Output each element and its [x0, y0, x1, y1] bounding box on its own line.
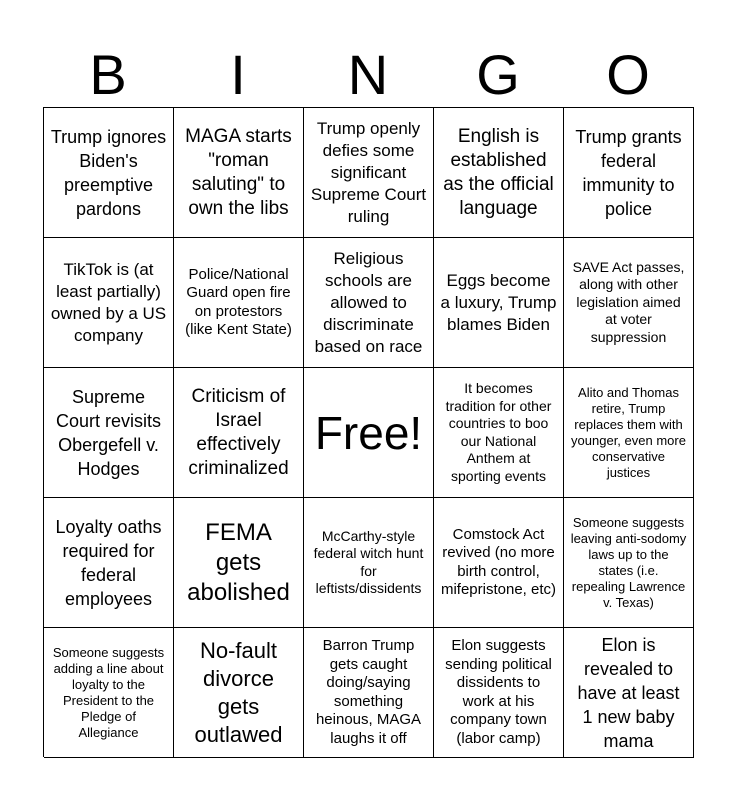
- cell-text: Eggs become a luxury, Trump blames Biden: [440, 270, 557, 334]
- cell-text: Elon suggests sending political dissidents to work at his company town (labor camp): [445, 637, 552, 747]
- bingo-cell[interactable]: [564, 238, 694, 368]
- bingo-cell[interactable]: [564, 108, 694, 238]
- bingo-cell[interactable]: [174, 108, 304, 238]
- cell-text: Loyalty oaths required for federal employees: [55, 516, 162, 609]
- bingo-cell[interactable]: [174, 628, 304, 758]
- header-letter-g: G: [476, 43, 520, 106]
- header-letter-n: N: [347, 43, 389, 106]
- cell-text: McCarthy-style federal witch hunt for leftists/dissidents: [313, 527, 424, 596]
- cell-text: Comstock Act revived (no more birth control, mifepristone, etc): [440, 525, 557, 598]
- free-space-text: Free!: [314, 406, 423, 459]
- bingo-cell[interactable]: [304, 238, 434, 368]
- cell-text: Criticism of Israel effectively criminalized: [188, 385, 289, 479]
- free-space-cell[interactable]: [304, 368, 434, 498]
- bingo-cell[interactable]: [174, 368, 304, 498]
- bingo-cell[interactable]: [564, 368, 694, 498]
- cell-text: Trump openly defies some significant Supreme Court ruling: [310, 118, 427, 226]
- cell-text: It becomes tradition for other countries to boo our National Anthem at sporting events: [445, 380, 552, 484]
- bingo-cell[interactable]: [44, 628, 174, 758]
- bingo-cell[interactable]: [304, 628, 434, 758]
- bingo-header: [43, 44, 693, 106]
- cell-text: MAGA starts "roman saluting" to own the libs: [185, 125, 292, 219]
- bingo-cell[interactable]: [174, 238, 304, 368]
- bingo-cell[interactable]: [434, 368, 564, 498]
- cell-text: SAVE Act passes, along with other legislation aimed at voter suppression: [572, 258, 685, 345]
- bingo-cell[interactable]: [434, 498, 564, 628]
- cell-text: English is established as the official language: [443, 125, 554, 219]
- header-letter-b: B: [89, 43, 127, 106]
- bingo-cell[interactable]: [44, 238, 174, 368]
- bingo-cell[interactable]: [44, 368, 174, 498]
- cell-text: Someone suggests leaving anti-sodomy laws up to the states (i.e. repealing Lawrence v. Texas): [570, 514, 687, 610]
- bingo-cell[interactable]: [564, 628, 694, 758]
- cell-text: TikTok is (at least partially) owned by a US company: [50, 259, 167, 345]
- header-letter-i: I: [230, 43, 246, 106]
- cell-text: FEMA gets abolished: [187, 518, 290, 606]
- cell-text: Trump grants federal immunity to police: [575, 126, 682, 219]
- bingo-cell[interactable]: [44, 498, 174, 628]
- cell-text: Trump ignores Biden's preemptive pardons: [50, 126, 167, 219]
- bingo-cell[interactable]: [564, 498, 694, 628]
- cell-text: Elon is revealed to have at least 1 new baby mama: [577, 634, 680, 751]
- cell-text: No-fault divorce gets outlawed: [194, 637, 283, 747]
- cell-text: Supreme Court revisits Obergefell v. Hodges: [55, 386, 162, 479]
- bingo-cell[interactable]: [44, 108, 174, 238]
- cell-text: Religious schools are allowed to discriminate based on race: [314, 248, 423, 356]
- bingo-board: [43, 107, 694, 757]
- cell-text: Someone suggests adding a line about loyalty to the President to the Pledge of Allegiance: [52, 644, 165, 740]
- cell-text: Alito and Thomas retire, Trump replaces them with younger, even more conservative justices: [571, 384, 686, 480]
- header-letter-o: O: [606, 43, 650, 106]
- bingo-cell[interactable]: [434, 238, 564, 368]
- bingo-cell[interactable]: [434, 108, 564, 238]
- bingo-cell[interactable]: [174, 498, 304, 628]
- bingo-cell[interactable]: [434, 628, 564, 758]
- cell-text: Barron Trump gets caught doing/saying something heinous, MAGA laughs it off: [315, 637, 422, 747]
- bingo-cell[interactable]: [304, 498, 434, 628]
- cell-text: Police/National Guard open fire on protestors (like Kent State): [185, 265, 292, 338]
- bingo-cell[interactable]: [304, 108, 434, 238]
